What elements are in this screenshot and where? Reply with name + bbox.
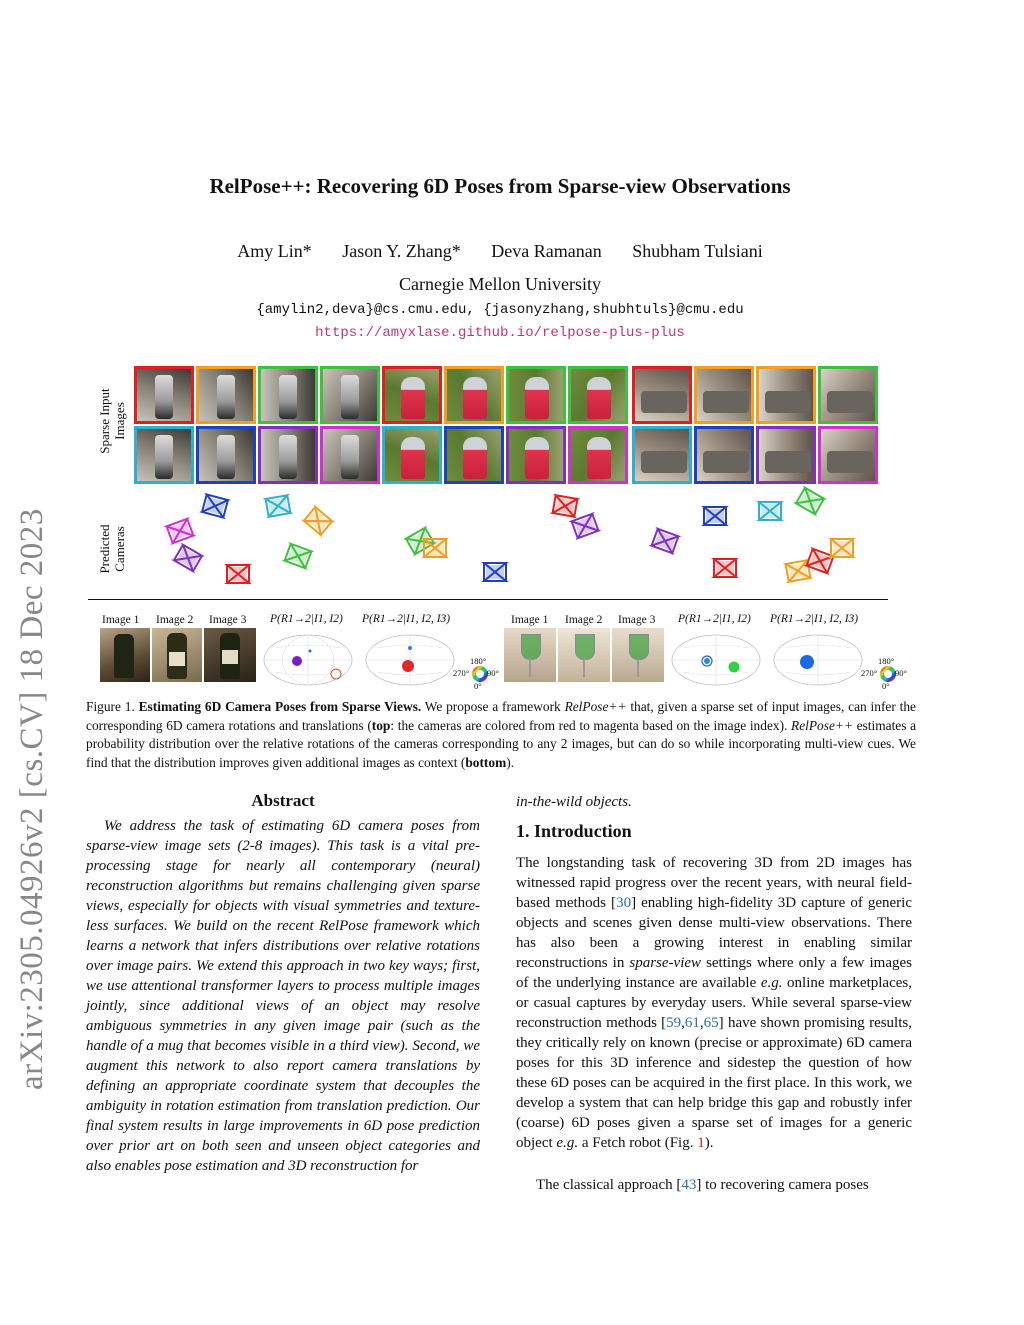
intro-heading: 1. Introduction [516,821,632,841]
affiliation: Carnegie Mellon University [399,274,601,294]
couch-object [827,451,873,473]
input-image-thumbnail [382,366,442,424]
wheel-label-right: 90° [487,668,499,678]
camera-frustum [202,494,228,517]
input-image-thumbnail [818,366,878,424]
input-image-thumbnail [382,426,442,484]
author: Jason Y. Zhang* [342,241,461,261]
couch-object [765,451,811,473]
distribution-plot [264,635,352,685]
camera-frustum [484,563,506,581]
camera-frustum [714,559,736,577]
camera-frustum [227,565,249,583]
couch-object [703,451,749,473]
intro-text: a Fetch robot (Fig. [578,1135,698,1151]
camera-frustum [174,545,202,572]
caption-text: that, given a sparse set of input images, can infer the corresponding 6D camera rotations and translations ( [86,699,916,733]
couch-object [641,451,687,473]
input-image-thumbnail [756,426,816,484]
intro-emphasis: e.g. [556,1135,579,1151]
row-label-line: Cameras [112,526,127,572]
caption-bold: Estimating 6D Camera Poses from Sparse Views. [138,699,422,714]
input-image-thumbnail [694,366,754,424]
distribution-plot [672,635,760,685]
intro-text: ] have shown promising results, they critically rely on known (precise or approximate) 6D camera poses for this 3D inference and sidestep the question of how these 6D poses can be acquired in the first place. In this work, we develop a system that can help bridge this gap and robustly infer (coarse) 6D poses given a sparse set of images for a generic object [516,1015,912,1151]
probability-label: P(R1→2|I1, I2, I3) [770,613,859,625]
robot-object [155,375,173,419]
intro-text: ). [704,1135,714,1151]
image-label: Image 2 [156,614,194,626]
intro-text: ] to recovering camera poses [696,1177,869,1193]
camera-frustum [266,495,291,517]
camera-frustum [759,502,781,520]
caption-bold: bottom [465,754,507,770]
probability-label: P(R1→2|I1, I2, I3) [362,613,451,625]
image-label: Image 3 [618,614,656,626]
robot-object [155,435,173,479]
robot-object [279,435,297,479]
hydrant-object [401,437,425,479]
camera-frustum [796,488,824,515]
citation-link[interactable]: 30 [616,895,632,911]
distribution-plot [774,635,862,685]
couch-object [765,391,811,413]
citation-link[interactable]: 65 [703,1015,719,1031]
robot-object [217,435,235,479]
camera-frustum [704,507,726,525]
author-emails: {amylin2,deva}@cs.cmu.edu, {jasonyzhang,shubhtuls}@cmu.edu [256,302,744,318]
caption-text: ). [506,754,515,770]
color-wheel [474,668,486,680]
abstract-continued: in-the-wild objects. [516,794,632,810]
caption-text: : the cameras are colored from red to magenta based on the image index). [390,717,792,733]
citation-link[interactable]: 61 [684,1015,700,1031]
author-list [0,241,1000,262]
wheel-label-left: 270° [861,668,878,678]
input-image-thumbnail [506,366,566,424]
intro-text: online marketplaces, or casual captures by everyday users. While several sparse-view reconstruction methods [ [516,975,912,1031]
intro-emphasis: e.g. [760,975,783,991]
citation-link[interactable]: 59 [666,1015,682,1031]
hydrant-object [587,437,611,479]
paper-title: RelPose++: Recovering 6D Poses from Sparse-view Observations [209,174,791,198]
input-image-thumbnail [694,426,754,484]
author: Amy Lin* [237,241,312,261]
caption-label: Figure 1. [86,699,135,714]
input-image-thumbnail [818,426,878,484]
caption-text: estimates a probability distribution over the relative rotations of the cameras corresponding to any 2 images, but can do so while incorporating multi-view cues. We find that the distribution improves given additional images as context ( [86,717,917,770]
image-label: Image 2 [565,614,603,626]
wheel-label-left: 270° [453,668,470,678]
couch-object [703,391,749,413]
hydrant-object [463,437,487,479]
figure-divider [88,599,888,600]
input-image-thumbnail [320,426,380,484]
bottle-photo [152,628,202,682]
input-image-thumbnail [506,426,566,484]
input-image-thumbnail [756,366,816,424]
citation-link[interactable]: 43 [681,1177,697,1193]
camera-frustum [167,519,194,543]
intro-text: settings where only a few images of the underlying instance are available [516,955,912,991]
row-label-line: Predicted [97,524,112,574]
author: Deva Ramanan [491,241,602,261]
input-image-thumbnail [134,366,194,424]
author: Shubham Tulsiani [632,241,763,261]
input-image-thumbnail [444,426,504,484]
caption-method-name: RelPose++ [564,699,627,714]
rotation-distribution-plots [262,628,902,692]
robot-object [217,375,235,419]
image-label: Image 3 [209,614,247,626]
input-image-thumbnail [258,426,318,484]
hydrant-object [463,377,487,419]
couch-object [827,391,873,413]
hydrant-object [587,377,611,419]
hydrant-object [525,377,549,419]
robot-object [279,375,297,419]
wheel-label-top: 180° [470,656,487,666]
input-image-thumbnail [320,366,380,424]
camera-frustum [285,544,312,568]
probability-label: P(R1→2|I1, I2) [270,613,343,625]
intro-text: The classical approach [ [536,1177,682,1193]
couch-object [641,391,687,413]
color-wheel [882,668,894,680]
project-url[interactable]: https://amyxlase.github.io/relpose-plus-plus [315,325,685,341]
image-label: Image 1 [102,614,140,626]
input-image-thumbnail [134,426,194,484]
figure-link[interactable]: 1 [697,1135,705,1151]
camera-frustum [424,539,446,557]
input-image-thumbnail [632,426,692,484]
wheel-label-top: 180° [878,656,895,666]
bottle-photo [100,628,150,682]
distribution-plot [366,635,454,685]
wheel-label-bottom: 0° [882,681,890,691]
hydrant-object [401,377,425,419]
intro-text: ] enabling high-fidelity 3D capture of generic objects and scenes given dense multi-view observations. There has also been a growing interest in enabling similar reconstructions in [516,895,913,971]
caption-bold: top [371,717,391,733]
bottle-photo [204,628,256,682]
abstract-body: We address the task of estimating 6D camera poses from sparse-view image sets (2-8 images). This task is a vital pre-processing stage for nearly all contemporary (neural) reconstruction algorithms but remains challenging given sparse views, especially for objects with visual symmetries and texture-less surfaces. We build on the recent RelPose framework which learns a network that infers distributions over relative rotations over image pairs. We extend this approach in two key ways; first, we use attentional transformer layers to process multiple images jointly, since additional views of an object may resolve ambiguous symmetries in any given image pair (such as the handle of a mug that becomes visible in a third view). Second, we augment this network to also report camera translations by defining an appropriate coordinate system that decouples the ambiguity in rotation estimation from translation prediction. Our final system results in large improvements in 6D pose prediction over prior art on both seen and unseen object categories and also enables pose estimation and 3D reconstruction for [86,818,480,1174]
caption-method-name: RelPose++ [791,717,853,733]
image-label: Image 1 [511,614,549,626]
input-image-thumbnail [196,426,256,484]
abstract-heading: Abstract [251,791,315,810]
camera-frustum [553,495,578,517]
camera-frustum [831,539,853,557]
camera-frustum [807,549,834,573]
input-image-thumbnail [258,366,318,424]
input-image-thumbnail [632,366,692,424]
input-image-thumbnail [444,366,504,424]
intro-paragraph-2 [516,1175,912,1195]
camera-frustum [652,529,679,553]
robot-object [341,435,359,479]
wheel-label-bottom: 0° [474,681,482,691]
caption-text: We propose a framework [421,699,565,714]
camera-frustum [304,507,332,535]
intro-emphasis: sparse-view [629,955,702,971]
row-label-line: Images [112,402,127,440]
probability-label: P(R1→2|I1, I2) [678,613,751,625]
hydrant-object [525,437,549,479]
input-image-thumbnail [568,426,628,484]
row-label-line: Sparse Input [97,388,112,454]
intro-text: The longstanding task of recovering 3D from 2D images has witnessed rapid progress over the recent years, with neural field-based methods [ [516,855,912,911]
robot-object [341,375,359,419]
predicted-cameras-plot [130,486,890,591]
input-image-thumbnail [568,366,628,424]
wheel-label-right: 90° [895,668,907,678]
figure-caption [86,698,916,772]
input-image-thumbnail [196,366,256,424]
intro-paragraph: The longstanding task of recovering 3D from 2D images has witnessed rapid progress over the recent years, with neural field-based methods [30] enabling high-fidelity 3D capture of generic objects and scenes given dense multi-view observations. There has also been a growing interest in enabling similar reconstructions in sparse-view settings where only a few images of the underlying instance are available e.g. online marketplaces, or casual captures by everyday users. While several sparse-view reconstruction methods [59,61,65] have shown promising results, they critically rely on known (precise or approximate) 6D camera poses for this 3D inference and sidestep the question of how these 6D poses can be acquired in the first place. In this work, we develop a system that can help bridge this gap and robustly infer (coarse) 6D poses given a sparse set of images for a generic object e.g. a Fetch robot (Fig. 1). [516,855,913,1151]
arxiv-identifier: arXiv:2305.04926v2 [cs.CV] 18 Dec 2023 [14,508,50,1090]
